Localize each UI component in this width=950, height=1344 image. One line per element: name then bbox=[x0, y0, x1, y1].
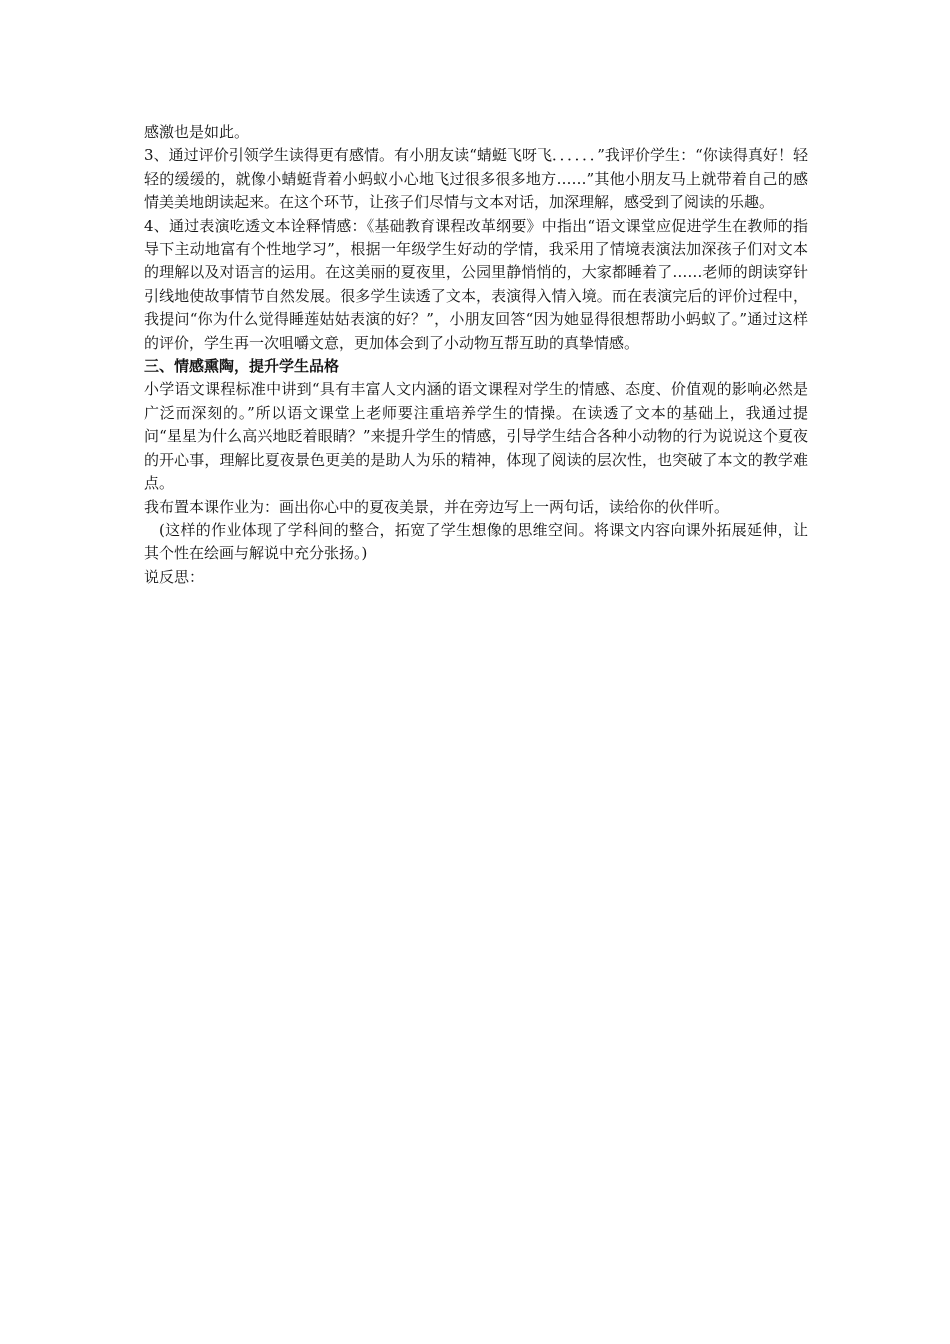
section-heading-3: 三、情感熏陶，提升学生品格 bbox=[144, 357, 340, 376]
paragraph-homework-note: (这样的作业体现了学科间的整合，拓宽了学生想像的思维空间。将课文内容向课外拓展延伸，让其个性在绘画与解说中充分张扬。) bbox=[144, 520, 808, 563]
paragraph-item-4: 4、通过表演吃透文本诠释情感：《基础教育课程改革纲要》中指出“语文课堂应促进学生在教师的指导下主动地富有个性地学习”，根据一年级学生好动的学情，我采用了情境表演法加深孩子们对文本的理解以及对语言的运用。在这美丽的夏夜里，公园里静悄悄的，大家都睡着了……老师的朗读穿针引线地使故事情节自然发展。很多学生读透了文本，表演得入情入境。而在表演完后的评价过程中，我提问“你为什么觉得睡莲姑姑表演的好？”，小朋友回答“因为她显得很想帮助小蚂蚁了。”通过这样的评价，学生再一次咀嚼文意，更加体会到了小动物互帮互助的真挚情感。 bbox=[144, 216, 808, 352]
paragraph-item-3: 3、通过评价引领学生读得更有感情。有小朋友读“蜻蜓飞呀飞．．．．．．”我评价学生：“你读得真好！轻轻的缓缓的，就像小蜻蜓背着小蚂蚁小心地飞过很多很多地方……”其他小朋友马上就带着自己的感情美美地朗读起来。在这个环节，让孩子们尽情与文本对话，加深理解，感受到了阅读的乐趣。 bbox=[144, 146, 808, 212]
paragraph-continuation: 感激也是如此。 bbox=[144, 123, 250, 141]
paragraph-curriculum-standard: 小学语文课程标准中讲到“具有丰富人文内涵的语文课程对学生的情感、态度、价值观的影响必然是广泛而深刻的。”所以语文课堂上老师要注重培养学生的情操。在读透了文本的基础上，我通过提问“星星为什么高兴地眨着眼睛？”来提升学生的情感，引导学生结合各种小动物的行为说说这个夏夜的开心事，理解比夏夜景色更美的是助人为乐的精神，体现了阅读的层次性，也突破了本文的教学难点。 bbox=[144, 380, 808, 493]
paragraph-homework: 我布置本课作业为：画出你心中的夏夜美景，并在旁边写上一两句话，读给你的伙伴听。 bbox=[144, 497, 730, 516]
document-page bbox=[144, 121, 808, 589]
paragraph-reflection-label: 说反思： bbox=[144, 567, 205, 586]
